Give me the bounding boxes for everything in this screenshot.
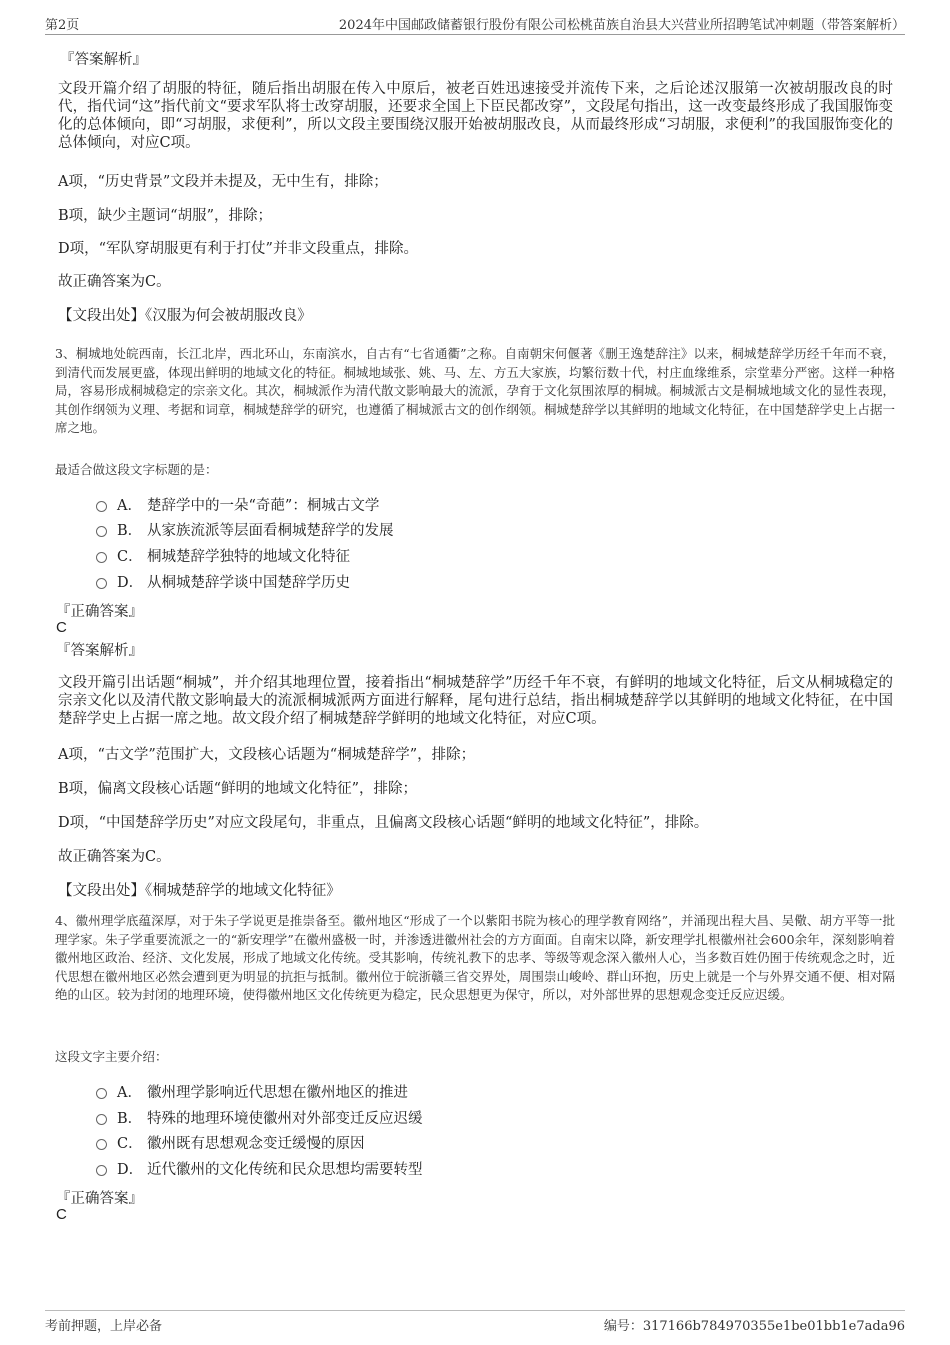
q3-correct-answer: C — [56, 619, 67, 636]
q3-analysis-title: 『答案解析』 — [56, 643, 143, 659]
page-header — [45, 12, 905, 35]
radio-icon[interactable] — [96, 578, 107, 589]
q3-stem: 最适合做这段文字标题的是： — [55, 462, 218, 477]
q4-option-d[interactable] — [96, 1158, 423, 1179]
q2-source: 【文段出处】《汉服为何会被胡服改良》 — [58, 308, 312, 324]
footer-serial: 编号：317166b784970355e1be01bb1e7ada96 — [603, 1319, 905, 1334]
option-letter: A． — [117, 498, 142, 514]
q4-passage: 4、徽州理学底蕴深厚，对于朱子学说更是推崇备至。徽州地区“形成了一个以紫阳书院为核心的理学教育网络”，并涌现出程大昌、吴儆、胡方平等一批理学家。朱子学重要流派之一的“新安理学”在徽州盛极一时，并渗透进徽州社会的方方面面。自南宋以降，新安理学扎根徽州社会600余年，深刻影响着徽州地区政治、经济、文化发展，形成了地域文化传统。受其影响，传统礼教下的忠孝、等级等观念深入徽州人心，当多数百姓仍囿于传统观念之时，近代思想在徽州地区必然会遭到更为明显的抗拒与抵制。徽州位于皖浙赣三省交界处，周围崇山峻岭、群山环抱，历史上就是一个与外界交通不便、相对隔绝的山区。较为封闭的地理环境，使得徽州地区文化传统更为稳定，民众思想更为保守，所以，对外部世界的思想观念变迁反应迟缓。 — [55, 913, 895, 1002]
q3-analysis: 文段开篇引出话题“桐城”，并介绍其地理位置，接着指出“桐城楚辞学”历经千年不衰，有鲜明的地域文化特征，后文从桐城稳定的宗亲文化以及清代散文影响最大的流派桐城派两方面进行解释，尾句进行总结，指出桐城楚辞学以其鲜明的地域文化特征，在中国楚辞学史上占据一席之地。故文段介绍了桐城楚辞学鲜明的地域文化特征，对应C项。 — [58, 675, 893, 727]
q3-source: 【文段出处】《桐城楚辞学的地域文化特征》 — [58, 883, 341, 899]
q3-option-b-explain: B项，偏离文段核心话题“鲜明的地域文化特征”，排除； — [58, 781, 417, 797]
q3-option-a-explain: A项，“古文学”范围扩大，文段核心话题为“桐城楚辞学”，排除； — [58, 747, 476, 763]
option-letter: A． — [117, 1085, 142, 1101]
q2-conclusion: 故正确答案为C。 — [58, 274, 171, 290]
option-letter: C． — [117, 1136, 143, 1152]
radio-icon[interactable] — [96, 1114, 107, 1125]
q3-option-a[interactable] — [96, 494, 379, 515]
q2-analysis: 文段开篇介绍了胡服的特征，随后指出胡服在传入中原后，被老百姓迅速接受并流传下来，之后论述汉服第一次被胡服改良的时代，指代词“这”指代前文“要求军队将士改穿胡服，还要求全国上下臣民都改穿”，文段尾句指出，这一改变最终形成了我国服饰变化的总体倾向，即“习胡服，求便利”，所以文段主要围绕汉服开始被胡服改良，从而最终形成“习胡服，求便利”的我国服饰变化的总体倾向，对应C项。 — [58, 81, 893, 151]
radio-icon[interactable] — [96, 501, 107, 512]
q2-option-b-explain: B项，缺少主题词“胡服”，排除； — [58, 208, 272, 224]
document-title: 2024年中国邮政储蓄银行股份有限公司松桃苗族自治县大兴营业所招聘笔试冲刺题（带答案解析） — [338, 18, 905, 33]
q4-correct-title: 『正确答案』 — [56, 1191, 143, 1207]
q4-option-c[interactable] — [96, 1132, 365, 1153]
q2-analysis-title: 『答案解析』 — [60, 52, 147, 68]
option-letter: B． — [117, 1111, 143, 1127]
page-number: 第2页 — [45, 18, 80, 33]
option-text: 近代徽州的文化传统和民众思想均需要转型 — [147, 1162, 423, 1178]
option-text: 楚辞学中的一朵“奇葩”：桐城古文学 — [147, 498, 380, 514]
q2-option-d-explain: D项，“军队穿胡服更有利于打仗”并非文段重点，排除。 — [58, 241, 418, 257]
option-letter: B． — [117, 523, 143, 539]
option-letter: C． — [117, 549, 143, 565]
radio-icon[interactable] — [96, 1088, 107, 1099]
radio-icon[interactable] — [96, 552, 107, 563]
radio-icon[interactable] — [96, 1139, 107, 1150]
q4-option-b[interactable] — [96, 1107, 423, 1128]
option-text: 特殊的地理环境使徽州对外部变迁反应迟缓 — [147, 1111, 423, 1127]
radio-icon[interactable] — [96, 526, 107, 537]
option-text: 从桐城楚辞学谈中国楚辞学历史 — [147, 575, 350, 591]
option-text: 徽州理学影响近代思想在徽州地区的推进 — [147, 1085, 408, 1101]
q3-option-b[interactable] — [96, 519, 394, 540]
option-text: 徽州既有思想观念变迁缓慢的原因 — [147, 1136, 365, 1152]
option-text: 从家族流派等层面看桐城楚辞学的发展 — [147, 523, 394, 539]
q3-conclusion: 故正确答案为C。 — [58, 849, 171, 865]
option-letter: D． — [117, 1162, 144, 1178]
q3-passage: 3、桐城地处皖西南，长江北岸，西北环山，东南滨水，自古有“七省通衢”之称。自南朝宋何偃著《删王逸楚辞注》以来，桐城楚辞学历经千年而不衰，到清代而发展更盛，体现出鲜明的地域文化的特征。桐城地域张、姚、马、左、方五大家族，均繁衍数十代，村庄血缘维系，宗堂辈分严密。这样一种格局，容易形成桐城稳定的宗亲文化。其次，桐城派作为清代散文影响最大的流派，孕育于文化氛围浓厚的桐城。桐城派古文是桐城地域文化的显性表现，其创作纲领为义理、考据和词章，桐城楚辞学的研究，也遵循了桐城派古文的创作纲领。桐城楚辞学以其鲜明的地域文化特征，在中国楚辞学史上占据一席之地。 — [55, 346, 895, 435]
footer-slogan: 考前押题，上岸必备 — [45, 1319, 163, 1334]
q4-correct-answer: C — [56, 1206, 67, 1223]
q3-correct-title: 『正确答案』 — [56, 604, 143, 620]
q3-option-c[interactable] — [96, 545, 350, 566]
option-letter: D． — [117, 575, 144, 591]
q2-option-a-explain: A项，“历史背景”文段并未提及，无中生有，排除； — [58, 174, 388, 190]
q4-option-a[interactable] — [96, 1081, 408, 1102]
radio-icon[interactable] — [96, 1165, 107, 1176]
q3-option-d[interactable] — [96, 571, 350, 592]
page-footer — [45, 1310, 905, 1335]
q4-stem: 这段文字主要介绍： — [55, 1049, 168, 1064]
option-text: 桐城楚辞学独特的地域文化特征 — [147, 549, 350, 565]
q3-option-d-explain: D项，“中国楚辞学历史”对应文段尾句，非重点，且偏离文段核心话题“鲜明的地域文化特征”，排除。 — [58, 815, 709, 831]
